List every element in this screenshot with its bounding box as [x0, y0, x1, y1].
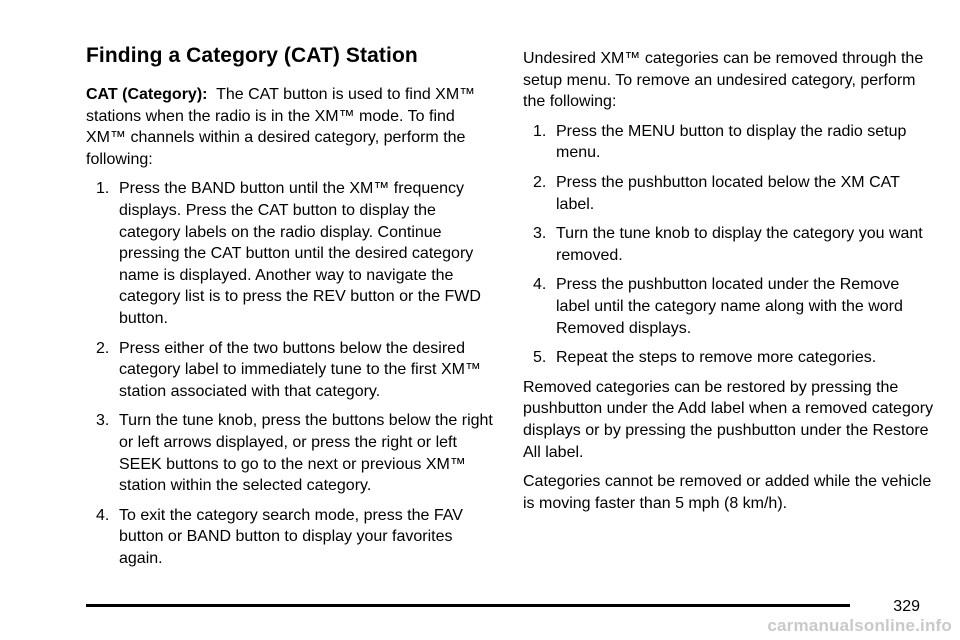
step-number: 5.	[533, 349, 547, 367]
step-text: Turn the tune knob to display the category you want removed.	[556, 225, 923, 264]
list-item	[86, 338, 498, 403]
step-text: Press the pushbutton located under the Remove label until the category name along with the word Removed displays.	[556, 276, 903, 337]
watermark-text: carmanualsonline.info	[767, 616, 952, 635]
step-number: 2.	[96, 339, 110, 357]
find-category-steps	[86, 178, 498, 569]
footer-rule	[86, 604, 850, 607]
step-text: Press the pushbutton located below the XM CAT label.	[556, 173, 900, 213]
restore-paragraph: Removed categories can be restored by pressing the pushbutton under the Add label when a removed category displays or by pressing the pushbutton under the Restore All label.	[523, 378, 934, 461]
remove-category-steps	[523, 121, 935, 369]
page-number: 329	[893, 598, 920, 615]
intro-lead: CAT (Category):	[86, 86, 208, 103]
list-item	[86, 178, 498, 329]
list-item	[523, 121, 935, 164]
step-text: Turn the tune knob, press the buttons below the right or left arrows displayed, or press the right or left SEEK buttons to go to the next or previous XM™ station within the selected category.	[119, 412, 493, 495]
intro-paragraph	[86, 84, 498, 170]
right-column	[523, 48, 935, 522]
step-number: 3.	[533, 225, 547, 243]
step-number: 3.	[96, 412, 110, 430]
list-item	[523, 274, 935, 339]
step-text: Repeat the steps to remove more categories.	[556, 349, 877, 367]
remove-intro-paragraph: Undesired XM™ categories can be removed through the setup menu. To remove an undesired category, perform the following:	[523, 50, 924, 111]
page-title: Finding a Category (CAT) Station	[86, 44, 418, 67]
list-item	[523, 347, 935, 369]
step-text: To exit the category search mode, press the FAV button or BAND button to display your favorites again.	[119, 506, 463, 567]
step-text: Press the MENU button to display the radio setup menu.	[556, 122, 907, 162]
step-number: 4.	[96, 506, 110, 524]
intro-text: The CAT button is used to find XM™ stations when the radio is in the XM™ mode. To find XM™ channels within a desired category, perform the following:	[86, 86, 476, 168]
list-item	[86, 505, 498, 570]
step-number: 1.	[96, 180, 110, 198]
step-text: Press the BAND button until the XM™ frequency displays. Press the CAT button to display the category labels on the radio display. Continue pressing the CAT button until the desired category name is displayed. Another way to navigate the category list is to press the REV button or the FWD button.	[119, 180, 481, 327]
step-number: 4.	[533, 276, 547, 294]
step-number: 1.	[533, 122, 547, 140]
moving-restriction-paragraph: Categories cannot be removed or added while the vehicle is moving faster than 5 mph (8 km/h).	[523, 473, 932, 512]
list-item	[86, 410, 498, 496]
left-column	[86, 84, 498, 577]
step-number: 2.	[533, 173, 547, 191]
list-item	[523, 223, 935, 266]
step-text: Press either of the two buttons below the desired category label to immediately tune to the first XM™ station associated with that category.	[119, 339, 481, 400]
list-item	[523, 172, 935, 215]
